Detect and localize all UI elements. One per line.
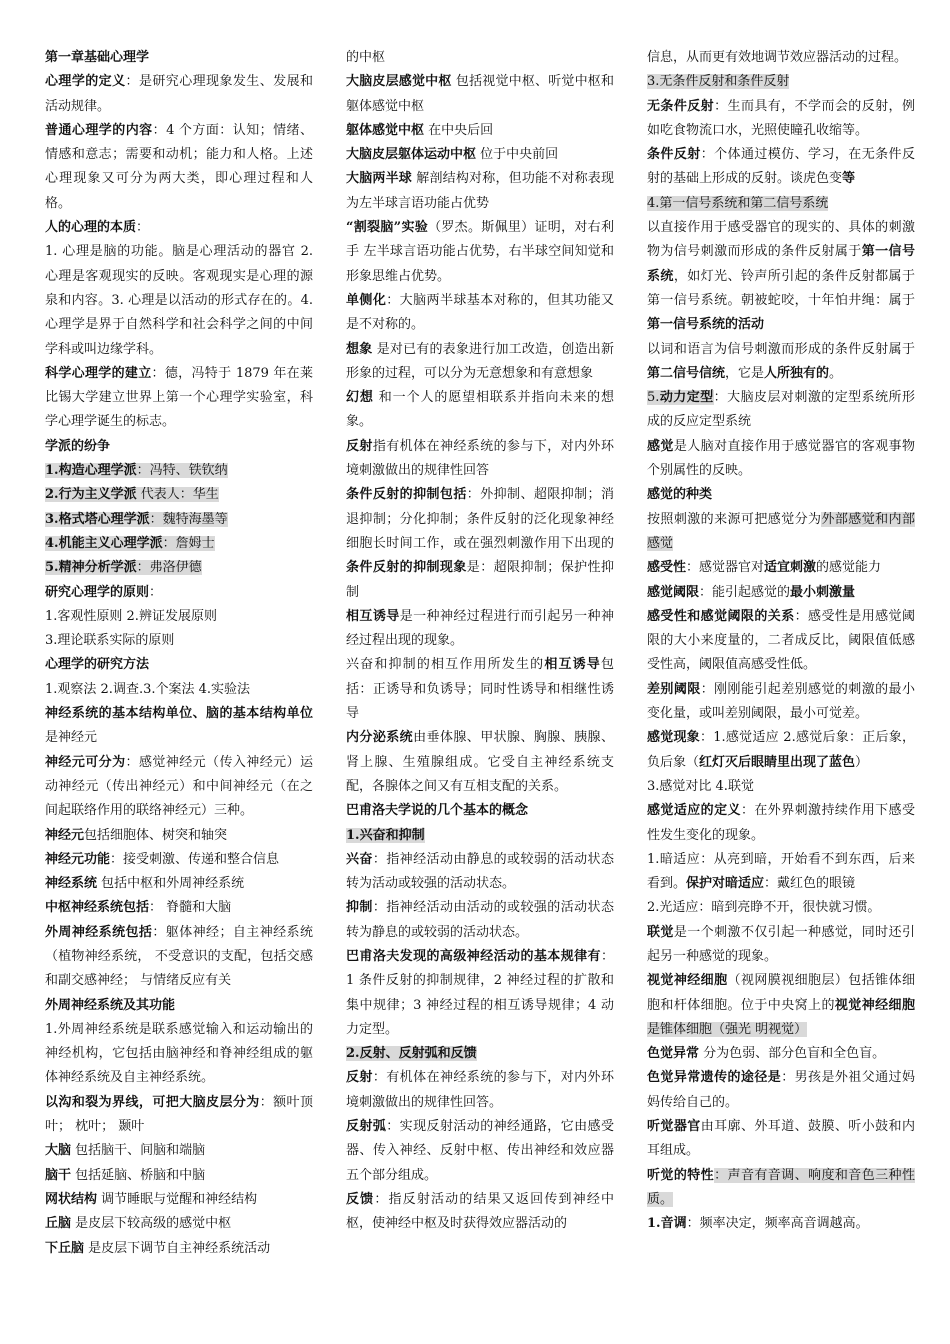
paragraph (647, 508, 915, 557)
text-run: “割裂脑”实验 (346, 220, 429, 236)
text-run: 5.精神分析学派 (45, 560, 137, 576)
text-run: 是：超限抑制；保护性抑制 (346, 560, 614, 600)
paragraph (45, 240, 313, 361)
text-run: 3.格式塔心理学派 (45, 511, 150, 527)
column-right (647, 46, 915, 1336)
paragraph (45, 1091, 313, 1140)
paragraph (647, 1164, 915, 1213)
text-run: 4.第一信号系统和第二信号系统 (647, 195, 829, 211)
text-run: 2.反射、反射弧和反馈 (346, 1046, 477, 1062)
text-run: 是锥体细胞（强光 明视觉） (647, 1021, 808, 1037)
text-run: ：额叶顶叶； 枕叶； 颞叶 (45, 1094, 313, 1135)
paragraph (647, 70, 915, 94)
text-run: ：感受性是用感觉阈限的大小来度量的，二者成反比，阈限值低感受性高，阈限值高感受性低。 (647, 608, 915, 673)
text-run: ：感觉神经元（传入神经元）运动神经元（传出神经元）和中间神经元（在之间起联络作用的联络神经元）三种。 (45, 754, 313, 819)
text-run: 第一信号系统的活动 (647, 317, 765, 333)
paragraph (45, 435, 313, 459)
text-run: 3.感觉对比 4.联觉 (647, 778, 754, 794)
text-run: ） (855, 754, 869, 770)
paragraph (647, 969, 915, 1042)
paragraph (346, 945, 614, 1042)
paragraph (647, 605, 915, 678)
text-run: 幻想 (346, 390, 374, 406)
text-run: ：躯体神经；自主神经系统（植物神经系统， 不受意识的支配，包括交感和副交感神经； 与情绪反应有关 (45, 924, 313, 989)
text-run: ：感觉器官对 (686, 560, 765, 576)
text-run: 下丘脑 (45, 1240, 85, 1256)
text-run: ：戴红色的眼镜 (764, 876, 856, 892)
text-run: 包括细胞体、树突和轴突 (84, 827, 228, 843)
text-run: 大脑皮层躯体运动中枢 (346, 147, 477, 163)
text-run: 神经元 (45, 827, 85, 843)
paragraph (346, 143, 614, 167)
text-run: 巴甫洛夫发现的高级神经活动的基本规律有 (346, 948, 601, 964)
text-run: 调节睡眠与觉醒和神经结构 (97, 1191, 258, 1207)
paragraph (45, 459, 313, 483)
paragraph (647, 726, 915, 775)
paragraph (346, 216, 614, 289)
text-run: 以直接作用于感受器官的现实的、具体的刺激物为信号刺激而形成的条件反射属于 (647, 220, 915, 260)
text-run: 听觉的特性 (647, 1167, 715, 1183)
text-run: 包括：正诱导和负诱导；同时性诱导和相继性诱导 (346, 657, 614, 722)
text-run: 大脑皮层感觉中枢 (346, 74, 452, 90)
paragraph (346, 896, 614, 945)
paragraph (647, 799, 915, 848)
text-run: 是皮层下调节自主神经系统活动 (84, 1240, 271, 1256)
text-run: 3.理论联系实际的原则 (45, 633, 175, 649)
text-run: ： (149, 584, 163, 600)
text-run: 感觉的种类 (647, 487, 713, 503)
paragraph (346, 483, 614, 604)
paragraph (346, 386, 614, 435)
paragraph (45, 483, 313, 507)
text-run: 1.兴奋和抑制 (346, 827, 425, 843)
text-run: 中枢神经系统包括 (45, 900, 150, 916)
paragraph (647, 848, 915, 897)
paragraph (647, 95, 915, 144)
text-run: 是神经元 (45, 730, 98, 746)
text-run: 大脑 (45, 1143, 72, 1159)
paragraph (45, 532, 313, 556)
text-run: ：声音有音调、响度和音色三种性质。 (647, 1167, 915, 1207)
text-run: ： (136, 220, 150, 236)
text-run: 外部感觉和内部感觉 (647, 511, 915, 551)
paragraph (45, 824, 313, 848)
text-run: 等 (842, 171, 856, 187)
text-run: 感觉 (647, 438, 674, 454)
text-run: 解剖结构对称，但功能不对称表现为左半球言语功能占优势 (346, 171, 614, 211)
paragraph (647, 435, 915, 484)
text-run: 1.音调 (647, 1216, 687, 1232)
paragraph (647, 386, 915, 435)
text-run: ：刚刚能引起差别感觉的刺激的最小变化量，或叫差别阈限，最小可觉差。 (647, 681, 915, 722)
text-run: 联觉 (647, 924, 674, 940)
text-run: ：指反射活动的结果又返回传到神经中枢，使神经中枢及时获得效应器活动的 (346, 1191, 614, 1232)
text-run: ，如灯光、铃声所引起的条件反射都属于第一信号系统。朝被蛇咬，十年怕井绳：属于 (647, 268, 915, 308)
text-run: 神经系统的基本结构单位、脑的基本结构单位 (45, 706, 313, 722)
text-run: 听觉器官 (647, 1119, 701, 1135)
text-run: 反射 (346, 438, 373, 454)
paragraph (45, 1188, 313, 1212)
paragraph (346, 824, 614, 848)
text-run: 动力定型 (659, 390, 714, 406)
text-run: ：接受刺激、传递和整合信息 (110, 851, 280, 867)
text-run: 和一个人的愿望相联系并指向未来的想象。 (346, 390, 614, 430)
paragraph (346, 1066, 614, 1115)
text-run: 。 (829, 365, 843, 381)
paragraph (346, 1115, 614, 1188)
paragraph (45, 605, 313, 629)
text-run: 相互诱导 (544, 657, 601, 673)
text-run: 巴甫洛夫学说的几个基本的概念 (346, 803, 529, 819)
paragraph (45, 994, 313, 1018)
paragraph (45, 896, 313, 920)
paragraph (647, 581, 915, 605)
text-run: ：詹姆士 (162, 535, 215, 551)
text-run: 代表人：华生 (136, 487, 219, 503)
paragraph (45, 872, 313, 896)
text-run: 外周神经系统及其功能 (45, 997, 176, 1013)
text-run: 4.机能主义心理学派 (45, 535, 163, 551)
text-run: ：指神经活动由静息的或较弱的活动状态转为活动或较强的活动状态。 (346, 851, 614, 892)
text-run: ：4 个方面：认知；情绪、情感和意志；需要和动机；能力和人格。上述心理现象又可分为两大类，即心理过程和人格。 (45, 122, 313, 211)
text-run: ：魏特海墨等 (149, 511, 228, 527)
text-run: 兴奋和抑制的相互作用所发生的 (346, 657, 545, 673)
text-run: 包括脑干、间脑和端脑 (71, 1143, 206, 1159)
document-page (45, 46, 915, 1336)
text-run: 条件反射的抑制现象 (346, 560, 467, 576)
text-run: 丘脑 (45, 1216, 72, 1232)
text-run: ：德，冯特于 1879 年在莱比锡大学建立世界上第一个心理学实验室，科学心理学诞生的标志。 (45, 365, 313, 430)
text-run: ：是研究心理现象发生、发展和活动规律。 (45, 74, 313, 114)
paragraph (647, 1115, 915, 1164)
paragraph (647, 338, 915, 387)
paragraph (647, 192, 915, 216)
text-run: 学派的纷争 (45, 438, 111, 454)
text-run: 保护对暗适应 (686, 876, 765, 892)
text-run: 2.行为主义学派 (45, 487, 137, 503)
text-run: ，它是 (725, 365, 765, 381)
paragraph (647, 1212, 915, 1236)
text-run: 1. 心理是脑的功能。脑是心理活动的器官 2. 心理是客观现实的反映。客观现实是心理的源泉和内容。3. 心理是以活动的形式存在的。4. 心理学是界于自然科学和社会科学之间的中间学科或叫边缘学科。 (45, 244, 313, 357)
paragraph (647, 216, 915, 337)
text-run: ：个体通过模仿、学习，在无条件反射的基础上形成的反射。谈虎色变 (647, 147, 915, 187)
text-run: 1.构造心理学派 (45, 463, 137, 479)
text-run: 色觉异常 (647, 1046, 700, 1062)
paragraph (45, 362, 313, 435)
text-run: 以词和语言为信号刺激而形成的条件反射属于 (647, 341, 915, 357)
text-run: 视觉神经细胞 (834, 997, 915, 1013)
paragraph (647, 483, 915, 507)
text-run: 视觉神经细胞 (647, 973, 728, 989)
paragraph (647, 678, 915, 727)
text-run: 抑制 (346, 900, 373, 916)
paragraph (346, 1188, 614, 1237)
text-run: 外周神经系统包括 (45, 924, 153, 940)
text-run: 包括中枢和外周神经系统 (97, 876, 245, 892)
paragraph (45, 70, 313, 119)
text-run: 是一种神经过程进行而引起另一种神经过程出现的现象。 (346, 608, 614, 649)
text-run: 最小刺激量 (790, 584, 856, 600)
text-run: ：实现反射活动的神经通路，它由感受器、传入神经、反射中枢、传出神经和效应器五个部分组成。 (346, 1119, 614, 1183)
paragraph (45, 216, 313, 240)
paragraph (45, 751, 313, 824)
text-run: 网状结构 (45, 1191, 98, 1207)
text-run: 研究心理学的原则 (45, 584, 150, 600)
text-run: 在中央后回 (424, 122, 494, 138)
text-run: 感受性和感觉阈限的关系 (647, 608, 795, 624)
paragraph (346, 653, 614, 726)
paragraph (45, 629, 313, 653)
paragraph (647, 556, 915, 580)
text-run: 科学心理学的建立 (45, 365, 152, 381)
text-run: ：弗洛伊德 (136, 560, 202, 576)
text-run: 的感觉能力 (816, 560, 882, 576)
paragraph (45, 581, 313, 605)
text-run: ：在外界刺激持续作用下感受性发生变化的现象。 (647, 803, 915, 843)
text-run: 反射 (346, 1070, 373, 1086)
text-run: 信息，从而更有效地调节效应器活动的过程。 (647, 50, 908, 65)
text-run: ：大脑两半球基本对称的，但其功能又是不对称的。 (346, 292, 614, 333)
paragraph (45, 1139, 313, 1163)
text-run: 3.无条件反射和条件反射 (647, 74, 790, 90)
paragraph (346, 605, 614, 654)
text-run: 条件反射的抑制包括 (346, 487, 467, 503)
text-run: 神经元功能 (45, 851, 111, 867)
text-run: 兴奋 (346, 851, 373, 867)
paragraph (45, 921, 313, 994)
text-run: 相互诱导 (346, 608, 400, 624)
text-run: 反射弧 (346, 1119, 387, 1135)
text-run: 分为色弱、部分色盲和全色盲。 (699, 1046, 886, 1062)
text-run: 人的心理的本质 (45, 220, 137, 236)
text-run: 位于中央前回 (476, 147, 559, 163)
paragraph (45, 556, 313, 580)
text-run: ：男孩是外祖父通过妈妈传给自己的。 (647, 1070, 915, 1110)
text-run: 感觉阈限 (647, 584, 700, 600)
text-run: 指有机体在神经系统的参与下，对内外环境刺激做出的规律性回答 (346, 438, 614, 479)
text-run: 由垂体腺、甲状腺、胸腺、胰腺、肾上腺、生殖腺组成。它受自主神经系统支配，各腺体之间又有互相支配的关系。 (346, 730, 614, 794)
paragraph (346, 119, 614, 143)
text-run: ：冯特、铁钦纳 (136, 463, 228, 479)
text-run: 心理学的定义 (45, 74, 126, 90)
text-run: 单侧化 (346, 292, 387, 308)
paragraph (647, 1066, 915, 1115)
paragraph (647, 775, 915, 799)
text-run: 差别阈限 (647, 681, 701, 697)
paragraph (45, 508, 313, 532)
text-run: 脑干 (45, 1167, 72, 1183)
text-run: 2.光适应：暗到亮睁不开，很快就习惯。 (647, 900, 881, 916)
paragraph (45, 1164, 313, 1188)
paragraph (647, 143, 915, 192)
text-run: 想象 (346, 341, 373, 357)
paragraph (45, 1212, 313, 1236)
paragraph (346, 848, 614, 897)
column-left (45, 46, 313, 1336)
text-run: ：有机体在神经系统的参与下，对内外环境刺激做出的规律性回答。 (346, 1070, 614, 1110)
text-run: 1.暗适应：从亮到暗，开始看不到东西，后来看到。 (647, 851, 915, 892)
text-run: 内分泌系统 (346, 730, 414, 746)
text-run: 1.客观性原则 2.辨证发展原则 (45, 608, 217, 624)
text-run: 由耳廓、外耳道、鼓膜、听小鼓和内耳组成。 (647, 1119, 915, 1159)
text-run: 1.观察法 2.调查.3.个案法 4.实验法 (45, 681, 251, 697)
text-run: ：1 条件反射的抑制规律，2 神经过程的扩散和集中规律；3 神经过程的相互诱导规律；4 动力定型。 (346, 948, 614, 1037)
text-run: 包括延脑、桥脑和中脑 (71, 1167, 206, 1183)
text-run: 无条件反射 (647, 98, 715, 114)
paragraph (45, 46, 313, 70)
text-run: 是人脑对直接作用于感觉器官的客观事物个别属性的反映。 (647, 438, 915, 479)
text-run: 反馈 (346, 1191, 375, 1207)
text-run: 是一个刺激不仅引起一种感觉，同时还引起另一种感觉的现象。 (647, 924, 915, 964)
paragraph (647, 896, 915, 920)
text-run: 是皮层下较高级的感觉中枢 (71, 1216, 232, 1232)
paragraph (45, 119, 313, 216)
paragraph (647, 921, 915, 970)
text-run: ：大脑皮层对刺激的定型系统所形成的反应定型系统 (647, 390, 915, 430)
text-run: 是对已有的表象进行加工改造，创造出新形象的过程，可以分为无意想象和有意想象 (346, 341, 614, 381)
text-run: 包括视觉中枢、听觉中枢和躯体感觉中枢 (346, 74, 614, 114)
text-run: 的中枢 (346, 50, 386, 65)
paragraph (346, 435, 614, 484)
text-run: 神经系统 (45, 876, 98, 892)
text-run: 感受性 (647, 560, 687, 576)
paragraph (647, 46, 915, 70)
text-run: 感觉现象 (647, 730, 701, 746)
paragraph (647, 1042, 915, 1066)
paragraph (346, 70, 614, 119)
text-run: ：生而具有，不学而会的反射，例如吃食物流口水，光照使瞳孔收缩等。 (647, 98, 915, 138)
text-run: 红灯灭后眼睛里出现了蓝色 (699, 754, 856, 770)
text-run: （视网膜视细胞层）包括锥体细胞和杆体细胞。位于中央窝上的 (647, 973, 915, 1013)
text-run: 第一信号系统 (647, 244, 915, 284)
text-run: 心理学的研究方法 (45, 657, 150, 673)
paragraph (346, 726, 614, 799)
text-run: 色觉异常遗传的途径是 (647, 1070, 782, 1086)
text-run: ： 脊髓和大脑 (149, 900, 232, 916)
text-run: 神经元可分为 (45, 754, 126, 770)
paragraph (45, 678, 313, 702)
text-run: 感觉适应的定义 (647, 803, 741, 819)
text-run: ：能引起感觉的 (699, 584, 791, 600)
text-run: 普通心理学的内容 (45, 122, 153, 138)
paragraph (346, 289, 614, 338)
paragraph (346, 799, 614, 823)
text-run: 大脑两半球 (346, 171, 412, 187)
text-run: 条件反射 (647, 147, 701, 163)
text-run: （罗杰。斯佩里）证明，对右利手 左半球言语功能占优势，右半球空间知觉和形象思维占优势。 (346, 220, 614, 284)
column-middle (346, 46, 614, 1336)
text-run: 第二信号信统 (647, 365, 726, 381)
text-run: 躯体感觉中枢 (346, 122, 425, 138)
paragraph (45, 653, 313, 677)
paragraph (346, 338, 614, 387)
paragraph (346, 167, 614, 216)
paragraph (346, 46, 614, 70)
text-run: ：频率决定，频率高音调越高。 (686, 1216, 869, 1232)
text-run: ：1.感觉适应 2.感觉后象：正后象，负后象（ (647, 730, 915, 770)
paragraph (45, 1237, 313, 1261)
text-run: 以沟和裂为界线，可把大脑皮层分为 (45, 1094, 260, 1110)
paragraph (45, 1018, 313, 1091)
text-run: 1.外周神经系统是联系感觉输入和运动输出的神经机构，它包括由脑神经和脊神经组成的躯体神经系统及自主神经系统。 (45, 1021, 313, 1086)
text-run: 第一章基础心理学 (45, 50, 150, 65)
text-run: ：外抑制、超限抑制；消退抑制；分化抑制；条件反射的泛化现象神经细胞长时间工作，或在强烈刺激作用下出现的 (346, 487, 614, 551)
text-run: 按照刺激的来源可把感觉分为 (647, 511, 822, 527)
text-run: 适宜刺激 (764, 560, 817, 576)
text-run: ：指神经活动由活动的或较强的活动状态转为静息的或较弱的活动状态。 (346, 900, 614, 940)
text-run: 人所独有的 (764, 365, 830, 381)
paragraph (45, 702, 313, 751)
text-run: 5. (647, 390, 660, 406)
paragraph (45, 848, 313, 872)
paragraph (346, 1042, 614, 1066)
